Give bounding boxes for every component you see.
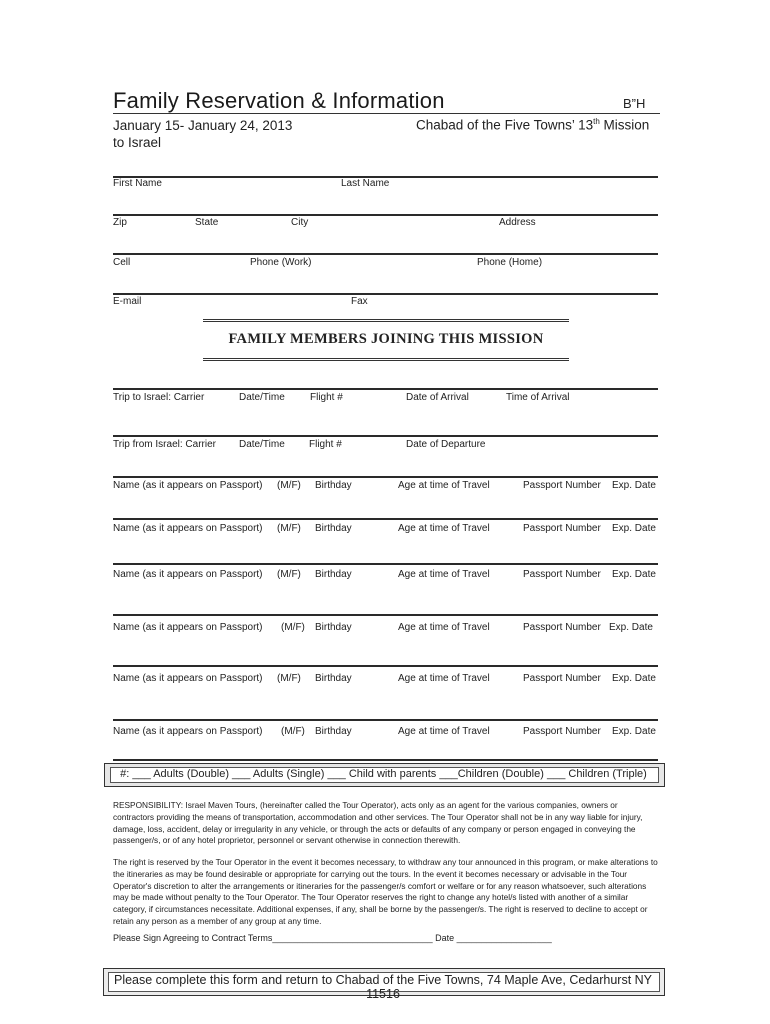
mission-prefix: Chabad of the Five Towns’ 13	[416, 117, 594, 133]
city-label: City	[291, 217, 309, 228]
member-exp-label: Exp. Date	[612, 726, 656, 737]
departure-date-label: Date of Departure	[406, 439, 486, 450]
member-age-label: Age at time of Travel	[398, 726, 490, 737]
arrival-date-label: Date of Arrival	[406, 392, 469, 403]
member-birthday-label: Birthday	[315, 523, 352, 534]
member-exp-label: Exp. Date	[612, 673, 656, 684]
member-age-label: Age at time of Travel	[398, 622, 490, 633]
member-field-line[interactable]	[113, 665, 658, 667]
member-name-label: Name (as it appears on Passport)	[113, 480, 263, 491]
trip-to-field-line[interactable]	[113, 435, 658, 437]
mission-suffix: Mission	[599, 117, 650, 133]
member-passport-label: Passport Number	[523, 673, 601, 684]
trip-from-carrier-label: Trip from Israel: Carrier	[113, 439, 216, 450]
member-passport-label: Passport Number	[523, 726, 601, 737]
member-name-label: Name (as it appears on Passport)	[113, 523, 263, 534]
member-birthday-label: Birthday	[315, 726, 352, 737]
responsibility-paragraph: RESPONSIBILITY: Israel Maven Tours, (hereinafter called the Tour Operator), acts only as an agent for the various companies, owners or contractors providing the means of transportation, accommodation and other services. The Tour Operator shall not be in any way liable for injury, damage, loss, accident, delay or irregularity in any vehicle, or through the acts or defaults of any company or person engaged in conveying the passenger/s, or of any hotel proprietor, personnel or servant otherwise in connection therewith.	[113, 800, 643, 846]
member-birthday-label: Birthday	[315, 480, 352, 491]
member-field-line[interactable]	[113, 518, 658, 520]
member-name-label: Name (as it appears on Passport)	[113, 673, 263, 684]
return-instructions: Please complete this form and return to Chabad of the Five Towns, 74 Maple Ave, Cedarhurst NY 11516	[113, 973, 653, 1001]
member-name-label: Name (as it appears on Passport)	[113, 569, 263, 580]
member-age-label: Age at time of Travel	[398, 523, 490, 534]
trip-dates-line2: to Israel	[113, 135, 162, 150]
member-field-line[interactable]	[113, 759, 658, 761]
member-sex-label: (M/F)	[277, 480, 301, 491]
trip-from-field-line[interactable]	[113, 476, 658, 478]
trip-to-flight-label: Flight #	[310, 392, 343, 403]
member-age-label: Age at time of Travel	[398, 673, 490, 684]
member-name-label: Name (as it appears on Passport)	[113, 622, 263, 633]
trip-dates	[113, 117, 292, 151]
member-age-label: Age at time of Travel	[398, 480, 490, 491]
member-sex-label: (M/F)	[277, 523, 301, 534]
member-exp-label: Exp. Date	[612, 480, 656, 491]
arrival-time-label: Time of Arrival	[506, 392, 570, 403]
phone-work-label: Phone (Work)	[250, 257, 312, 268]
last-name-label: Last Name	[341, 178, 390, 189]
zip-label: Zip	[113, 217, 127, 228]
member-birthday-label: Birthday	[315, 673, 352, 684]
first-name-label: First Name	[113, 178, 162, 189]
member-sex-label: (M/F)	[277, 673, 301, 684]
page-title: Family Reservation & Information	[113, 88, 445, 113]
member-field-line[interactable]	[113, 719, 658, 721]
cell-label: Cell	[113, 257, 131, 268]
member-sex-label: (M/F)	[281, 726, 305, 737]
fax-label: Fax	[351, 296, 368, 307]
member-birthday-label: Birthday	[315, 622, 352, 633]
state-label: State	[195, 217, 219, 228]
signature-line[interactable]: Please Sign Agreeing to Contract Terms________________________________ Date ___________________	[113, 933, 552, 943]
trip-to-datetime-label: Date/Time	[239, 392, 285, 403]
member-passport-label: Passport Number	[523, 523, 601, 534]
member-exp-label: Exp. Date	[609, 622, 653, 633]
member-age-label: Age at time of Travel	[398, 569, 490, 580]
member-passport-label: Passport Number	[523, 622, 601, 633]
member-passport-label: Passport Number	[523, 569, 601, 580]
name-field-line[interactable]	[113, 214, 658, 216]
member-passport-label: Passport Number	[523, 480, 601, 491]
section-title: FAMILY MEMBERS JOINING THIS MISSION	[228, 331, 544, 347]
email-field-line[interactable]	[113, 388, 658, 390]
title-rule	[113, 113, 660, 114]
address-label: Address	[499, 217, 536, 228]
rights-paragraph: The right is reserved by the Tour Operator in the event it becomes necessary, to withdraw any tour announced in this program, or make alterations to the itineraries as may be found desirable or appropriate for carrying out the tours. In the event it becomes necessary or advisable in the Tour Operator's discretion to alter the arrangements or itineraries for the passenger/s comfort or welfare or for any reason whatsoever, such alterations may be made without penalty to the Tour Operator. The Tour Operator reserves the right to change any hotel/s listed with another of a similar category, if circumstances necessitate. Additional expenses, if any, shall be borne by the passenger/s. The right is reserved to decline to accept or retain any person as a member of any group at any time.	[113, 857, 658, 926]
bh-mark: B”H	[623, 96, 646, 111]
trip-dates-line1: January 15- January 24, 2013	[113, 118, 293, 133]
address-field-line[interactable]	[113, 253, 658, 255]
trip-from-datetime-label: Date/Time	[239, 439, 285, 450]
member-field-line[interactable]	[113, 563, 658, 565]
member-name-label: Name (as it appears on Passport)	[113, 726, 263, 737]
trip-to-carrier-label: Trip to Israel: Carrier	[113, 392, 205, 403]
email-label: E-mail	[113, 296, 142, 307]
phone-field-line[interactable]	[113, 293, 658, 295]
member-field-line[interactable]	[113, 614, 658, 616]
member-exp-label: Exp. Date	[612, 569, 656, 580]
phone-home-label: Phone (Home)	[477, 257, 543, 268]
mission-title	[416, 117, 649, 133]
member-birthday-label: Birthday	[315, 569, 352, 580]
traveler-counts[interactable]: #: ___ Adults (Double) ___ Adults (Single) ___ Child with parents ___Children (Double) ___ Children (Triple)	[120, 768, 647, 780]
mission-sup: th	[593, 117, 600, 126]
rule-line	[113, 176, 658, 178]
member-sex-label: (M/F)	[277, 569, 301, 580]
member-exp-label: Exp. Date	[612, 523, 656, 534]
trip-from-flight-label: Flight #	[309, 439, 342, 450]
member-sex-label: (M/F)	[281, 622, 305, 633]
